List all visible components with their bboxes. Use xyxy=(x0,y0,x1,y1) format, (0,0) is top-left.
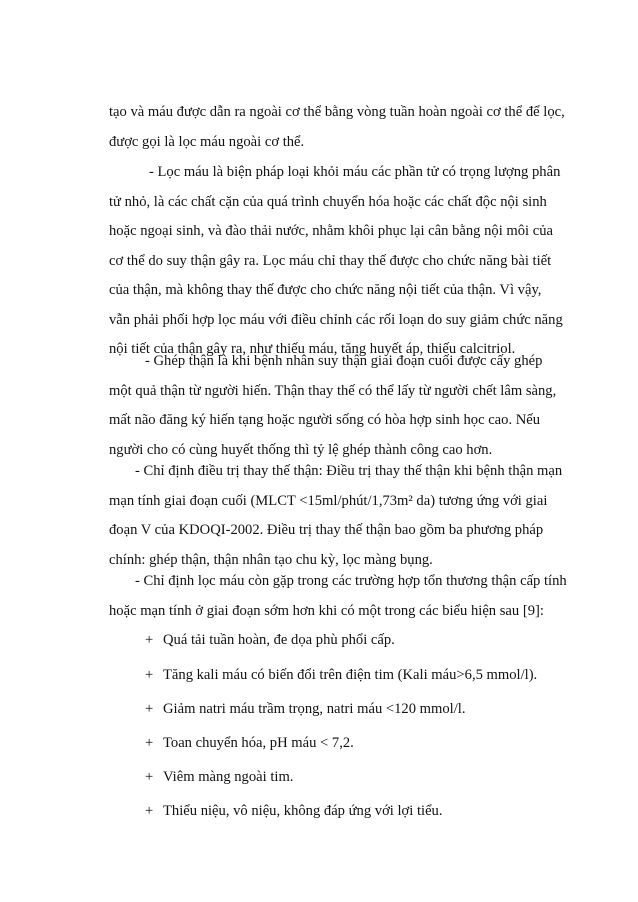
list-item-text: Toan chuyển hóa, pH máu < 7,2. xyxy=(163,735,354,751)
text-line: người cho có cùng huyết thống thì tỷ lệ ghép thành công cao hơn. xyxy=(109,441,493,458)
list-item-text: Thiểu niệu, vô niệu, không đáp ứng với lợi tiểu. xyxy=(163,803,443,819)
text-line: chính: ghép thận, thận nhân tạo chu kỳ, lọc màng bụng. xyxy=(109,551,433,568)
paragraph xyxy=(109,98,565,157)
list-item-text: Viêm màng ngoài tim. xyxy=(163,769,294,785)
text-line: hoặc mạn tính ở giai đoạn sớm hơn khi có một trong các biểu hiện sau [9]: xyxy=(109,602,544,619)
text-line: nội tiết của thận gây ra, như thiếu máu, tăng huyết áp, thiếu calcitriol. xyxy=(109,341,516,357)
bullet: + xyxy=(145,701,154,717)
paragraph xyxy=(109,457,563,575)
list-item xyxy=(145,729,354,759)
text-line: hoặc ngoại sinh, và đào thải nước, nhằm khôi phục lại cân bằng nội môi của xyxy=(109,223,553,239)
text-line: cơ thể do suy thận gây ra. Lọc máu chỉ thay thế được cho chức năng bài tiết xyxy=(109,252,552,269)
list-item xyxy=(145,695,465,725)
list-item-text: Giảm natri máu trầm trọng, natri máu <120 mmol/l. xyxy=(163,701,466,717)
text-line: tạo và máu được dẫn ra ngoài cơ thể bằng vòng tuần hoàn ngoài cơ thể để lọc, xyxy=(109,104,565,120)
text-line: của thận, mà không thay thế được cho chức năng nội tiết của thận. Vì vậy, xyxy=(109,282,542,298)
bullet: + xyxy=(145,769,154,785)
bullet: + xyxy=(145,632,154,648)
text-line: được gọi là lọc máu ngoài cơ thể. xyxy=(109,133,305,150)
paragraph xyxy=(109,567,567,626)
list-item xyxy=(145,626,395,656)
list-item-text: Quá tải tuần hoàn, đe dọa phù phổi cấp. xyxy=(163,632,395,648)
text-line: - Chỉ định điều trị thay thế thận: Điều trị thay thế thận khi bệnh thận mạn xyxy=(135,463,563,479)
text-line: một quả thận từ người hiến. Thận thay thế có thể lấy từ người chết lâm sàng, xyxy=(109,382,557,399)
text-line: mất não đăng ký hiến tạng hoặc người sống có hòa hợp sinh học cao. Nếu xyxy=(109,412,541,428)
text-line: đoạn V của KDOQI-2002. Điều trị thay thế thận bao gồm ba phương pháp xyxy=(109,522,544,538)
text-line: vẫn phải phối hợp lọc máu với điều chỉnh các rối loạn do suy giảm chức năng xyxy=(109,311,563,328)
list-item xyxy=(145,763,293,793)
paragraph xyxy=(109,158,563,365)
bullet: + xyxy=(145,735,154,751)
bullet: + xyxy=(145,667,154,683)
list-item xyxy=(145,797,443,827)
paragraph xyxy=(109,347,557,465)
text-line: - Chỉ định lọc máu còn gặp trong các trường hợp tổn thương thận cấp tính xyxy=(135,573,567,589)
list-item-text: Tăng kali máu có biến đổi trên điện tim (Kali máu>6,5 mmol/l). xyxy=(163,667,538,683)
text-line: tử nhỏ, là các chất cặn của quá trình chuyển hóa hoặc các chất độc nội sinh xyxy=(109,193,547,210)
text-line: mạn tính giai đoạn cuối (MLCT <15ml/phút/1,73m² da) tương ứng với giai xyxy=(109,492,548,509)
list-item xyxy=(145,661,537,691)
text-line: - Lọc máu là biện pháp loại khỏi máu các phần tử có trọng lượng phân xyxy=(149,164,561,180)
text-line: - Ghép thận là khi bệnh nhân suy thận giai đoạn cuối được cấy ghép xyxy=(145,353,543,369)
bullet: + xyxy=(145,803,154,819)
